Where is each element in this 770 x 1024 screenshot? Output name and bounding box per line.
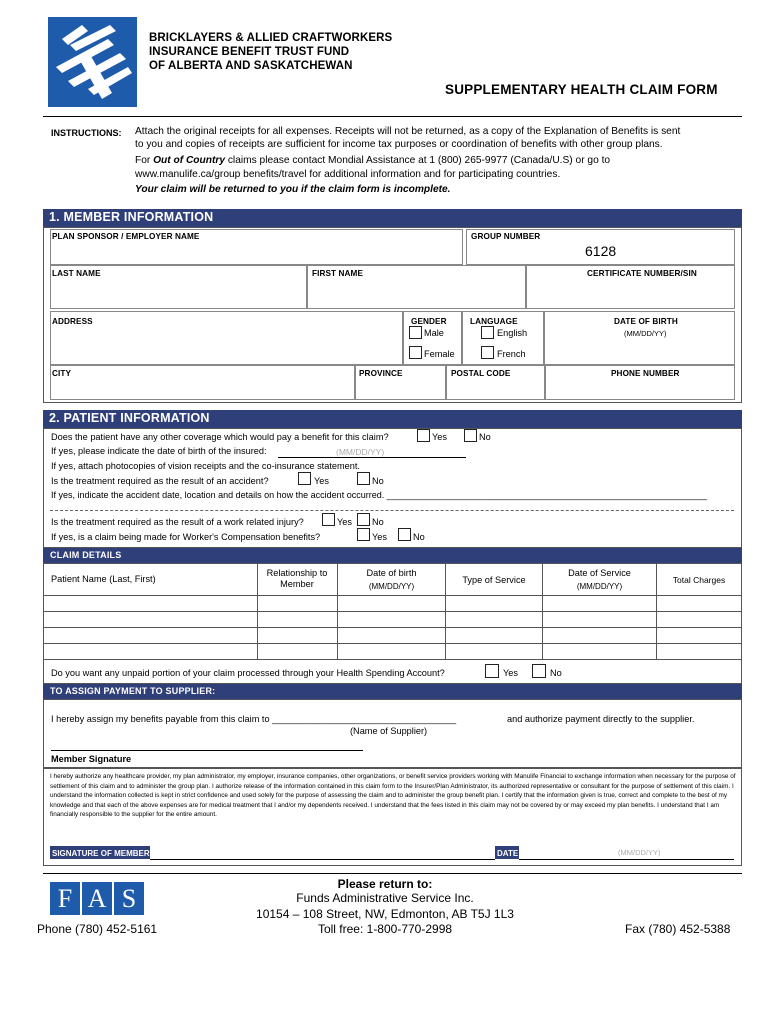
table-col-rule: [337, 563, 338, 659]
incomplete-warning: Your claim will be returned to you if the claim form is incomplete.: [135, 183, 451, 195]
signature-of-member-label: SIGNATURE OF MEMBER: [52, 849, 150, 858]
col-dos-format: (MM/DD/YY): [576, 582, 623, 591]
first-name-label: FIRST NAME: [312, 269, 364, 278]
group-number-value: 6128: [585, 243, 617, 259]
instructions-label: INSTRUCTIONS:: [51, 128, 122, 138]
signature-line[interactable]: [150, 859, 495, 860]
hsa-yes-label: Yes: [503, 668, 518, 678]
table-col-rule: [445, 563, 446, 659]
insured-dob-format: (MM/DD/YY): [336, 447, 385, 457]
fas-logo: [50, 882, 144, 915]
hsa-question: Do you want any unpaid portion of your claim processed through your Health Spending Account?: [51, 668, 445, 678]
wcb-no-label: No: [413, 532, 425, 542]
table-row-rule: [43, 643, 742, 644]
claim-details-heading: CLAIM DETAILS: [43, 548, 742, 563]
insured-dob-question: If yes, please indicate the date of birth of the insured:: [51, 446, 267, 456]
female-label: Female: [424, 349, 455, 359]
gender-label: GENDER: [411, 317, 447, 326]
col-date-of-birth: Date of birth: [366, 568, 417, 578]
org-name: BRICKLAYERS & ALLIED CRAFTWORKERS INSURANCE BENEFIT TRUST FUND OF ALBERTA AND SASKATCHEWAN: [149, 32, 393, 72]
authorization-text: I hereby authorize any healthcare provider, my plan administrator, my employer, insurance companies, other organizations, or benefit service providers working with Manulife Financial to exchange information when necessary for the purpose of settlement of this claim and to administer the group plan. I authorize release of the information contained in this claim form to the Insurer/Plan Administrator, its authorized representative or consultant for the purpose of settlement of this claim. I understand the information collected is kept in strict confidence and used solely for the purpose of assessing the claim and to administer the group benefit plan. I certify that the information given is true, correct and complete to the best of my knowledge and that each of the above expenses are for medical treatment that I and/or my dependents received. I understand that the fees listed in this claim may not be covered by or may exceed my plan benefits. I understand that I am financially responsible to the supplier for the entire amount.: [50, 773, 736, 819]
work-injury-no-label: No: [372, 517, 384, 527]
member-signature-label: Member Signature: [51, 754, 132, 764]
footer-phone: Phone (780) 452-5161: [37, 922, 158, 936]
date-format: (MM/DD/YY): [618, 848, 661, 857]
wcb-yes-checkbox[interactable]: [357, 528, 370, 541]
col-date-of-service: Date of Service: [568, 568, 631, 578]
hsa-no-label: No: [550, 668, 562, 678]
plan-sponsor-label: PLAN SPONSOR / EMPLOYER NAME: [52, 232, 200, 241]
french-checkbox[interactable]: [481, 346, 494, 359]
trust-fund-logo: [48, 17, 137, 107]
accident-no-label: No: [372, 476, 384, 486]
accident-yes-checkbox[interactable]: [298, 472, 311, 485]
col-relationship: Relationship to Member: [266, 568, 328, 589]
fas-logo-letter: A: [82, 882, 112, 915]
instructions-rule: [43, 116, 742, 117]
return-address: 10154 – 108 Street, NW, Edmonton, AB T5J 1L3: [256, 907, 514, 921]
work-injury-question: Is the treatment required as the result of a work related injury?: [51, 517, 304, 527]
patient-info-heading: 2. PATIENT INFORMATION: [43, 410, 742, 428]
wcb-no-checkbox[interactable]: [398, 528, 411, 541]
return-company: Funds Administrative Service Inc.: [296, 891, 474, 905]
wcb-question: If yes, is a claim being made for Worker's Compensation benefits?: [51, 532, 321, 542]
certificate-label: CERTIFICATE NUMBER/SIN: [587, 269, 697, 278]
member-signature-line[interactable]: [51, 750, 363, 751]
instructions-text: Attach the original receipts for all expenses. Receipts will not be returned, as a copy of the Explanation of Benefits is sent to you and copies of receipts are sufficient for income tax purposes or coordination of benefits with other group plans. For Out of Country claims please contact Mondial Assistance at 1 (800) 265-9977 (Canada/U.S) or go to www.manulife.ca/group benefits/travel for additional information and for participating countries. Your claim will be returned to you if the claim form is incomplete.: [135, 125, 735, 196]
address-field[interactable]: [50, 311, 403, 366]
male-label: Male: [424, 328, 444, 338]
col-total-charges: Total Charges: [672, 575, 726, 585]
insured-dob-line[interactable]: [278, 457, 466, 458]
english-label: English: [497, 328, 528, 338]
table-col-rule: [257, 563, 258, 659]
work-injury-no-checkbox[interactable]: [357, 513, 370, 526]
other-coverage-no-checkbox[interactable]: [464, 429, 477, 442]
other-coverage-no-label: No: [479, 432, 491, 442]
hsa-yes-checkbox[interactable]: [485, 664, 499, 678]
table-header-rule: [43, 595, 742, 596]
female-checkbox[interactable]: [409, 346, 422, 359]
footer-rule: [43, 873, 742, 874]
other-coverage-yes-label: Yes: [432, 432, 447, 442]
accident-yes-label: Yes: [314, 476, 329, 486]
english-checkbox[interactable]: [481, 326, 494, 339]
hsa-no-checkbox[interactable]: [532, 664, 546, 678]
accident-details-question: If yes, indicate the accident date, location and details on how the accident occurred. ________________________________________________________________: [51, 490, 708, 500]
col-dob-format: (MM/DD/YY): [368, 582, 415, 591]
dob-format: (MM/DD/YY): [624, 329, 667, 338]
date-label: DATE: [497, 849, 519, 858]
accident-no-checkbox[interactable]: [357, 472, 370, 485]
assign-statement-end: and authorize payment directly to the supplier.: [507, 714, 695, 724]
male-checkbox[interactable]: [409, 326, 422, 339]
table-row-rule: [43, 627, 742, 628]
phone-number-label: PHONE NUMBER: [611, 369, 680, 378]
group-number-label: GROUP NUMBER: [471, 232, 541, 241]
table-col-rule: [656, 563, 657, 659]
language-label: LANGUAGE: [470, 317, 518, 326]
table-col-rule: [542, 563, 543, 659]
return-tollfree: Toll free: 1-800-770-2998: [317, 922, 453, 936]
address-label: ADDRESS: [52, 317, 93, 326]
fas-logo-letter: F: [50, 882, 80, 915]
last-name-label: LAST NAME: [52, 269, 101, 278]
vision-receipts-note: If yes, attach photocopies of vision receipts and the co-insurance statement.: [51, 461, 360, 471]
french-label: French: [497, 349, 526, 359]
return-heading: Please return to:: [337, 877, 433, 891]
date-line[interactable]: [519, 859, 734, 860]
work-injury-yes-label: Yes: [337, 517, 352, 527]
supplier-caption: (Name of Supplier): [350, 726, 428, 736]
fas-logo-letter: S: [114, 882, 144, 915]
assign-statement: I hereby assign my benefits payable from this claim to ____________________________________: [51, 714, 457, 724]
dob-label: DATE OF BIRTH: [614, 317, 678, 326]
table-row-rule: [43, 611, 742, 612]
col-type-of-service: Type of Service: [462, 575, 526, 585]
other-coverage-question: Does the patient have any other coverage which would pay a benefit for this claim?: [51, 432, 389, 442]
table-row-rule: [43, 659, 742, 660]
city-label: CITY: [52, 369, 72, 378]
city-field[interactable]: [50, 364, 355, 400]
province-label: PROVINCE: [359, 369, 403, 378]
postal-code-label: POSTAL CODE: [451, 369, 511, 378]
col-patient-name: Patient Name (Last, First): [51, 574, 156, 584]
other-coverage-yes-checkbox[interactable]: [417, 429, 430, 442]
footer-fax: Fax (780) 452-5388: [625, 922, 731, 936]
work-injury-yes-checkbox[interactable]: [322, 513, 335, 526]
assign-payment-heading: TO ASSIGN PAYMENT TO SUPPLIER:: [43, 684, 742, 699]
form-title: SUPPLEMENTARY HEALTH CLAIM FORM: [445, 82, 718, 97]
wcb-yes-label: Yes: [372, 532, 387, 542]
accident-details-line[interactable]: [50, 510, 734, 511]
member-info-heading: 1. MEMBER INFORMATION: [43, 209, 742, 227]
accident-question: Is the treatment required as the result of an accident?: [51, 476, 269, 486]
